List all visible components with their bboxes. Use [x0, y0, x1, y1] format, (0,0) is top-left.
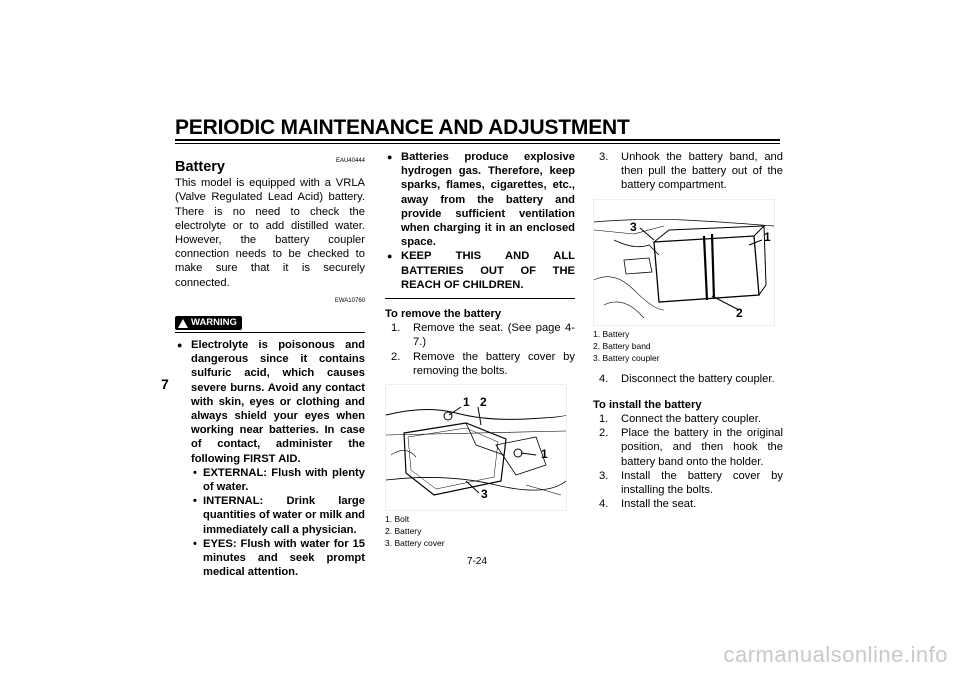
- caption-item: 1. Battery: [593, 328, 630, 339]
- step-text: Remove the battery cover by removing the bolts.: [413, 350, 575, 377]
- remove-step: [593, 372, 783, 386]
- warning-item: ● Batteries produce explosive hydrogen gas. Therefore, keep sparks, flames, cigarettes, etc., away from the battery and provide sufficient ventilation when charging it in an enclosed space.: [385, 150, 575, 249]
- install-step: [593, 497, 783, 511]
- step-number: 1.: [599, 413, 609, 426]
- step-text: Install the seat.: [621, 498, 697, 511]
- caption-item: 1. Bolt: [385, 514, 410, 525]
- first-aid-item: • EYES: Flush with water for 15 minutes and seek prompt medical attention.: [191, 537, 365, 580]
- remove-step: [385, 350, 575, 378]
- step-text: Unhook the battery band, and then pull the battery out of the battery compartment.: [621, 151, 783, 192]
- remove-step: [593, 150, 783, 193]
- battery-cover-illustration: [386, 385, 566, 510]
- warning-item-text: Electrolyte is poisonous and dangerous since it contains sulfuric acid, which causes severe burns. Avoid any contact with skin, eyes or clothing and always shield your eyes when working near batteries. In case of contact, administer the following FIRST AID.: [191, 339, 365, 465]
- warning-item: ● KEEP THIS AND ALL BATTERIES OUT OF THE REACH OF CHILDREN.: [385, 249, 575, 292]
- warning-list: [175, 338, 365, 579]
- page-number: 7-24: [467, 556, 488, 567]
- battery-code: EAU40444: [335, 158, 365, 164]
- step-number: 2.: [599, 427, 609, 440]
- battery-body-text: This model is equipped with a VRLA (Valve Regulated Lead Acid) battery. There is no need to check the electrolyte or to add distilled water. However, the battery coupler connection needs to be checked to make sure that it is securely connected.: [175, 177, 365, 289]
- step-text: Place the battery in the original position, and then hook the battery band onto the holder.: [621, 427, 783, 468]
- warning-item: [175, 338, 365, 579]
- install-step: [593, 412, 783, 426]
- remove-steps-continued: [593, 150, 783, 193]
- step-text: Disconnect the battery coupler.: [621, 372, 775, 385]
- figure-callout: 1: [764, 229, 771, 244]
- step-number: 2.: [391, 350, 401, 363]
- warning-list-continued: [385, 150, 575, 292]
- step-number: 4.: [599, 498, 609, 511]
- figure-callout: 1: [463, 395, 470, 410]
- column-1: [175, 160, 365, 579]
- step-text: Remove the seat. (See page 4-7.): [413, 322, 575, 349]
- page-header-title: PERIODIC MAINTENANCE AND ADJUSTMENT: [175, 116, 630, 139]
- step-text: Install the battery cover by installing the bolts.: [621, 469, 783, 497]
- caption-item: 3. Battery cover: [385, 538, 445, 549]
- remove-steps-final: [593, 372, 783, 386]
- remove-steps: [385, 321, 575, 378]
- battery-band-illustration: [594, 200, 774, 325]
- remove-heading: To remove the battery: [385, 308, 502, 321]
- step-number: 3.: [599, 469, 609, 482]
- install-step: [593, 426, 783, 469]
- install-steps: [593, 412, 783, 511]
- watermark: carmanualsonline.info: [723, 642, 948, 667]
- warning-code: EWA10760: [334, 297, 365, 304]
- chapter-number: 7: [161, 376, 169, 392]
- step-text: Connect the battery coupler.: [621, 413, 761, 426]
- figure-1-caption: [385, 513, 575, 549]
- warning-badge: [175, 316, 242, 330]
- step-number: 3.: [599, 151, 609, 163]
- caption-item: 3. Battery coupler: [593, 352, 660, 363]
- column-3: [593, 150, 783, 511]
- figure-callout: 1: [541, 447, 548, 462]
- caption-item: 2. Battery: [385, 526, 422, 537]
- header-rule-thin: [175, 143, 780, 144]
- install-step: [593, 469, 783, 497]
- first-aid-item: • INTERNAL: Drink large quantities of water or milk and immediately call a physician.: [191, 494, 365, 537]
- first-aid-list: [191, 466, 365, 580]
- header-rule: [175, 139, 780, 141]
- column-2: [385, 150, 575, 549]
- battery-cover-figure: [385, 384, 567, 511]
- step-number: 1.: [391, 322, 401, 335]
- figure-callout: 3: [481, 487, 488, 502]
- figure-callout: 3: [630, 219, 637, 234]
- warning-end-rule: [385, 298, 575, 299]
- warning-label: WARNING: [191, 316, 237, 328]
- caption-item: 2. Battery band: [593, 340, 651, 351]
- warning-triangle-icon: [178, 319, 188, 328]
- figure-callout: 2: [736, 305, 743, 320]
- warning-rule: [175, 332, 365, 333]
- first-aid-item: • EXTERNAL: Flush with plenty of water.: [191, 466, 365, 494]
- warning-header: [175, 314, 365, 334]
- battery-band-figure: [593, 199, 775, 326]
- figure-callout: 2: [480, 395, 487, 410]
- figure-2-caption: [593, 328, 783, 364]
- install-heading: To install the battery: [593, 398, 702, 411]
- battery-section-title: Battery: [175, 159, 225, 175]
- remove-step: [385, 321, 575, 349]
- step-number: 4.: [599, 372, 609, 385]
